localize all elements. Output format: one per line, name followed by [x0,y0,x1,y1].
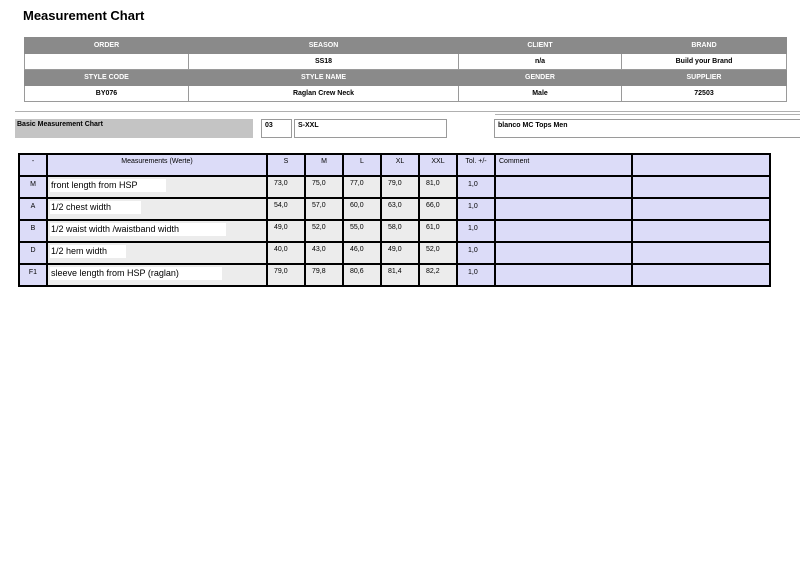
tolerance-value[interactable]: 1,0 [457,198,495,220]
size-value[interactable]: 66,0 [419,198,457,220]
table-header-row [19,154,770,176]
size-value[interactable]: 54,0 [267,198,305,220]
chart-code-field[interactable]: 03 [261,119,292,138]
table-row [19,176,770,198]
comment-cell[interactable] [495,198,632,220]
size-value[interactable]: 82,2 [419,264,457,286]
extra-cell[interactable] [632,264,770,286]
client-value: n/a [459,54,622,70]
column-header: Measurements (Werte) [47,154,267,176]
gender-value: Male [459,86,622,102]
row-code: B [19,220,47,242]
row-code: D [19,242,47,264]
size-value[interactable]: 77,0 [343,176,381,198]
brand-header: BRAND [622,38,787,54]
table-row [19,198,770,220]
size-value[interactable]: 49,0 [267,220,305,242]
client-header: CLIENT [459,38,622,54]
size-value[interactable]: 55,0 [343,220,381,242]
column-header: XL [381,154,419,176]
column-header: S [267,154,305,176]
style-code-header: STYLE CODE [25,70,189,86]
tolerance-value[interactable]: 1,0 [457,242,495,264]
column-header: L [343,154,381,176]
size-value[interactable]: 73,0 [267,176,305,198]
extra-cell[interactable] [632,242,770,264]
size-value[interactable]: 40,0 [267,242,305,264]
size-value[interactable]: 43,0 [305,242,343,264]
style-name-value: Raglan Crew Neck [189,86,459,102]
separator-line [15,111,800,112]
size-value[interactable]: 52,0 [305,220,343,242]
gender-header: GENDER [459,70,622,86]
order-value [25,54,189,70]
measurement-name: sleeve length from HSP (raglan) [47,264,267,286]
size-value[interactable]: 79,0 [267,264,305,286]
row-code: M [19,176,47,198]
table-row [19,220,770,242]
size-value[interactable]: 58,0 [381,220,419,242]
column-header: - [19,154,47,176]
table-row [19,242,770,264]
size-value[interactable]: 79,8 [305,264,343,286]
row-code: F1 [19,264,47,286]
size-value[interactable]: 57,0 [305,198,343,220]
table-row [19,264,770,286]
measurement-name: 1/2 waist width /waistband width [47,220,267,242]
measurement-name: 1/2 hem width [47,242,267,264]
chart-description-field[interactable]: blanco MC Tops Men [494,119,800,138]
style-name-header: STYLE NAME [189,70,459,86]
size-value[interactable]: 81,0 [419,176,457,198]
style-code-value: BY076 [25,86,189,102]
order-header: ORDER [25,38,189,54]
column-header: XXL [419,154,457,176]
extra-cell[interactable] [632,220,770,242]
order-info-table [24,37,787,102]
size-value[interactable]: 49,0 [381,242,419,264]
size-value[interactable]: 80,6 [343,264,381,286]
supplier-header: SUPPLIER [622,70,787,86]
size-value[interactable]: 61,0 [419,220,457,242]
size-value[interactable]: 60,0 [343,198,381,220]
size-value[interactable]: 81,4 [381,264,419,286]
size-value[interactable]: 46,0 [343,242,381,264]
tolerance-value[interactable]: 1,0 [457,264,495,286]
supplier-value: 72503 [622,86,787,102]
separator-line [495,114,800,115]
comment-cell[interactable] [495,220,632,242]
season-header: SEASON [189,38,459,54]
size-value[interactable]: 63,0 [381,198,419,220]
extra-cell[interactable] [632,198,770,220]
extra-cell[interactable] [632,176,770,198]
column-header: Tol. +/- [457,154,495,176]
page-title: Measurement Chart [23,8,145,23]
measurement-table [18,153,771,287]
comment-cell[interactable] [495,264,632,286]
brand-value: Build your Brand [622,54,787,70]
size-value[interactable]: 79,0 [381,176,419,198]
measurement-name: front length from HSP [47,176,267,198]
tolerance-value[interactable]: 1,0 [457,176,495,198]
size-range-field[interactable]: S-XXL [294,119,447,138]
tolerance-value[interactable]: 1,0 [457,220,495,242]
basic-chart-label: Basic Measurement Chart [15,119,253,138]
column-header [632,154,770,176]
measurement-name: 1/2 chest width [47,198,267,220]
size-value[interactable]: 75,0 [305,176,343,198]
column-header: Comment [495,154,632,176]
column-header: M [305,154,343,176]
comment-cell[interactable] [495,242,632,264]
size-value[interactable]: 52,0 [419,242,457,264]
row-code: A [19,198,47,220]
comment-cell[interactable] [495,176,632,198]
season-value: SS18 [189,54,459,70]
